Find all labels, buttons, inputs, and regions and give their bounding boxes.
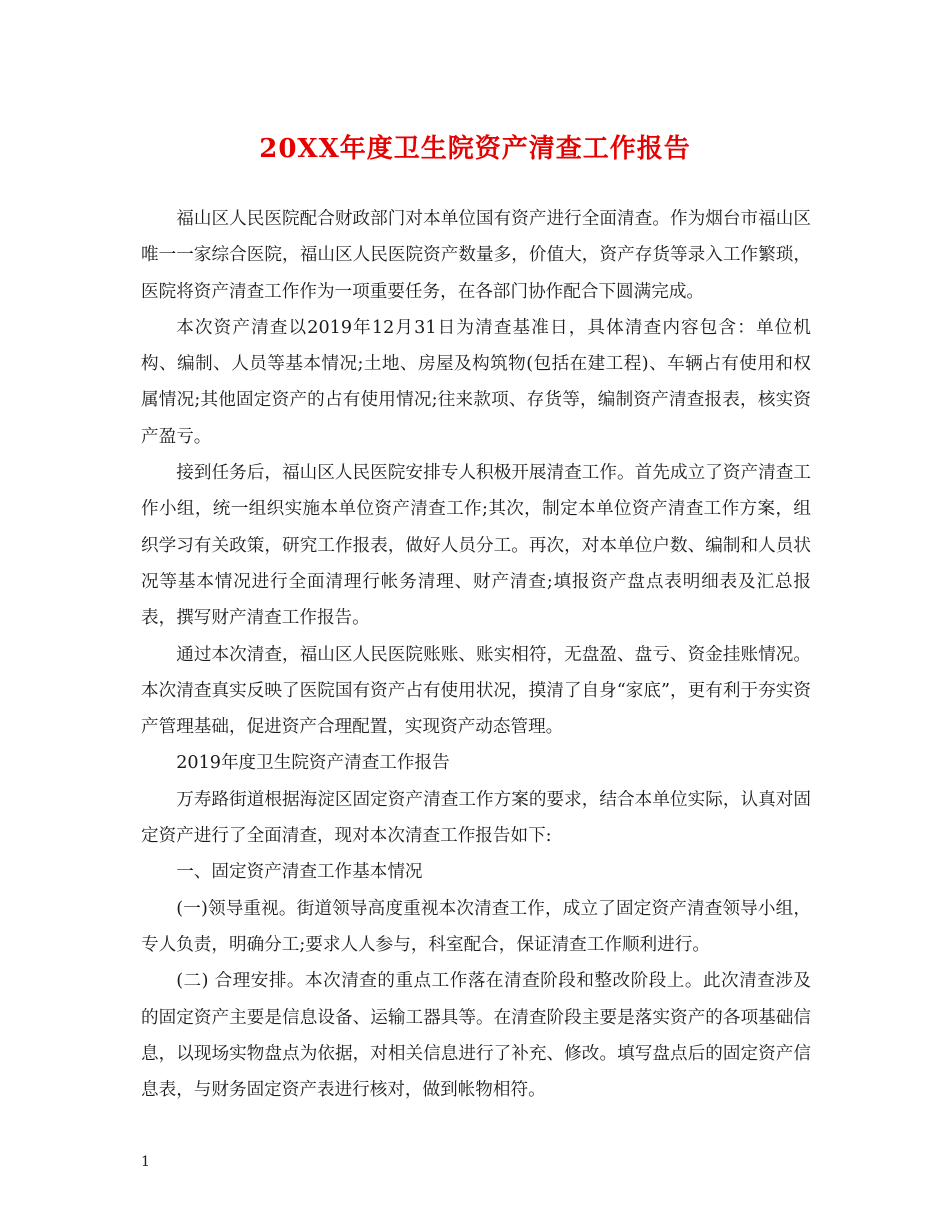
paragraph: 万寿路街道根据海淀区固定资产清查工作方案的要求，结合本单位实际，认真对固定资产进行了全面清查，现对本次清查工作报告如下: bbox=[141, 789, 811, 847]
document-title: 20XX年度卫生院资产清查工作报告 bbox=[259, 134, 691, 164]
paragraph: 通过本次清查，福山区人民医院账账、账实相符，无盘盈、盘亏、资金挂账情况。本次清查真实反映了医院国有资产占有使用状况，摸清了自身“家底”，更有利于夯实资产管理基础，促进资产合理配置，实现资产动态管理。 bbox=[141, 644, 811, 738]
page-number: 1 bbox=[141, 1154, 150, 1170]
section-heading: 一、固定资产清查工作基本情况 bbox=[176, 862, 423, 883]
paragraph: (二) 合理安排。本次清查的重点工作落在清查阶段和整改阶段上。此次清查涉及的固定资产主要是信息设备、运输工器具等。在清查阶段主要是落实资产的各项基础信息，以现场实物盘点为依据，对相关信息进行了补充、修改。填写盘点后的固定资产信息表，与财务固定资产表进行核对，做到帐物相符。 bbox=[141, 971, 811, 1101]
paragraph: 本次资产清查以2019年12月31日为清查基准日，具体清查内容包含：单位机构、编制、人员等基本情况;土地、房屋及构筑物(包括在建工程)、车辆占有使用和权属情况;其他固定资产的占有使用情况;往来款项、存货等，编制资产清查报表，核实资产盈亏。 bbox=[141, 317, 811, 447]
paragraph: (一)领导重视。街道领导高度重视本次清查工作，成立了固定资产清查领导小组，专人负责，明确分工;要求人人参与，科室配合，保证清查工作顺利进行。 bbox=[141, 898, 811, 955]
paragraph: 接到任务后，福山区人民医院安排专人积极开展清查工作。首先成立了资产清查工作小组，统一组织实施本单位资产清查工作;其次，制定本单位资产清查工作方案，组织学习有关政策，研究工作报表，做好人员分工。再次，对本单位户数、编制和人员状况等基本情况进行全面清理行帐务清理、财产清查;填报资产盘点表明细表及汇总报表，撰写财产清查工作报告。 bbox=[141, 463, 811, 629]
section-heading: 2019年度卫生院资产清查工作报告 bbox=[176, 753, 450, 774]
document-body bbox=[141, 201, 811, 1108]
paragraph: 福山区人民医院配合财政部门对本单位国有资产进行全面清查。作为烟台市福山区唯一一家综合医院，福山区人民医院资产数量多，价值大，资产存货等录入工作繁琐，医院将资产清查工作作为一项重要任务，在各部门协作配合下圆满完成。 bbox=[141, 209, 811, 302]
